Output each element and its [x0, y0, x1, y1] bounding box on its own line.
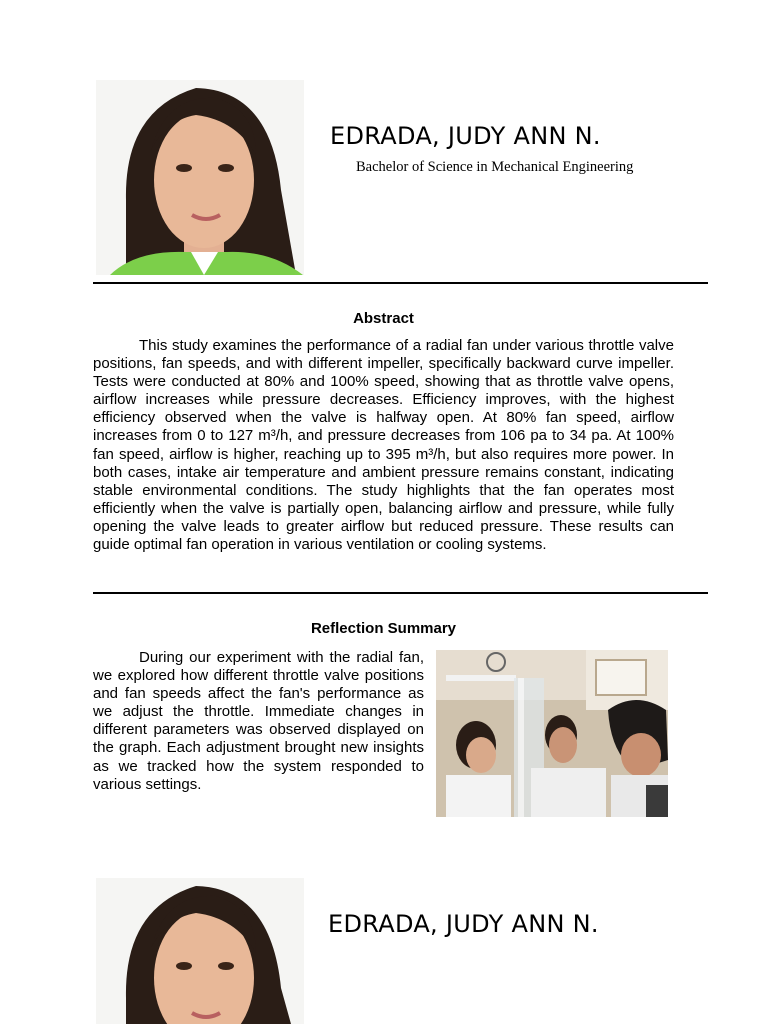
abstract-heading: Abstract: [353, 310, 414, 327]
reflection-body: During our experiment with the radial fan, we explored how different throttle valve positions and fan speeds affect the fan's performance as we adjust the throttle. Immediate changes in different parameters was observed displayed on the graph. Each adjustment brought new insights as we tracked how the system responded to various settings.: [93, 649, 424, 793]
divider-top: [93, 282, 708, 284]
reflection-heading: Reflection Summary: [310, 620, 457, 637]
profile-photo-repeat: [96, 878, 304, 1024]
student-name-repeat: EDRADA, JUDY ANN N.: [328, 910, 599, 938]
profile-photo: [96, 80, 304, 275]
student-degree: Bachelor of Science in Mechanical Engineering: [356, 159, 634, 175]
abstract-body: This study examines the performance of a radial fan under various throttle valve positions, fan speeds, and with different impeller, specifically backward curve impeller. Tests were conducted at 80% and 100% speed, showing that as throttle valve opens, airflow increases while pressure decreases. Efficiency improves, with the highest efficiency observed when the valve is halfway open. At 80% fan speed, airflow increases from 0 to 127 m³/h, and pressure decreases from 106 pa to 34 pa. At 100% fan speed, airflow is higher, reaching up to 395 m³/h, but also requires more power. In both cases, intake air temperature and ambient pressure remains constant, indicating stable environmental conditions. The study highlights that the fan operates most efficiently when the valve is partially open, balancing airflow and pressure, while fully opening the valve leads to greater airflow but reduced pressure. These results can guide optimal fan operation in various ventilation or cooling systems.: [93, 337, 674, 554]
divider-middle: [93, 592, 708, 594]
student-name: EDRADA, JUDY ANN N.: [330, 122, 601, 150]
lab-experiment-photo: [436, 650, 668, 817]
